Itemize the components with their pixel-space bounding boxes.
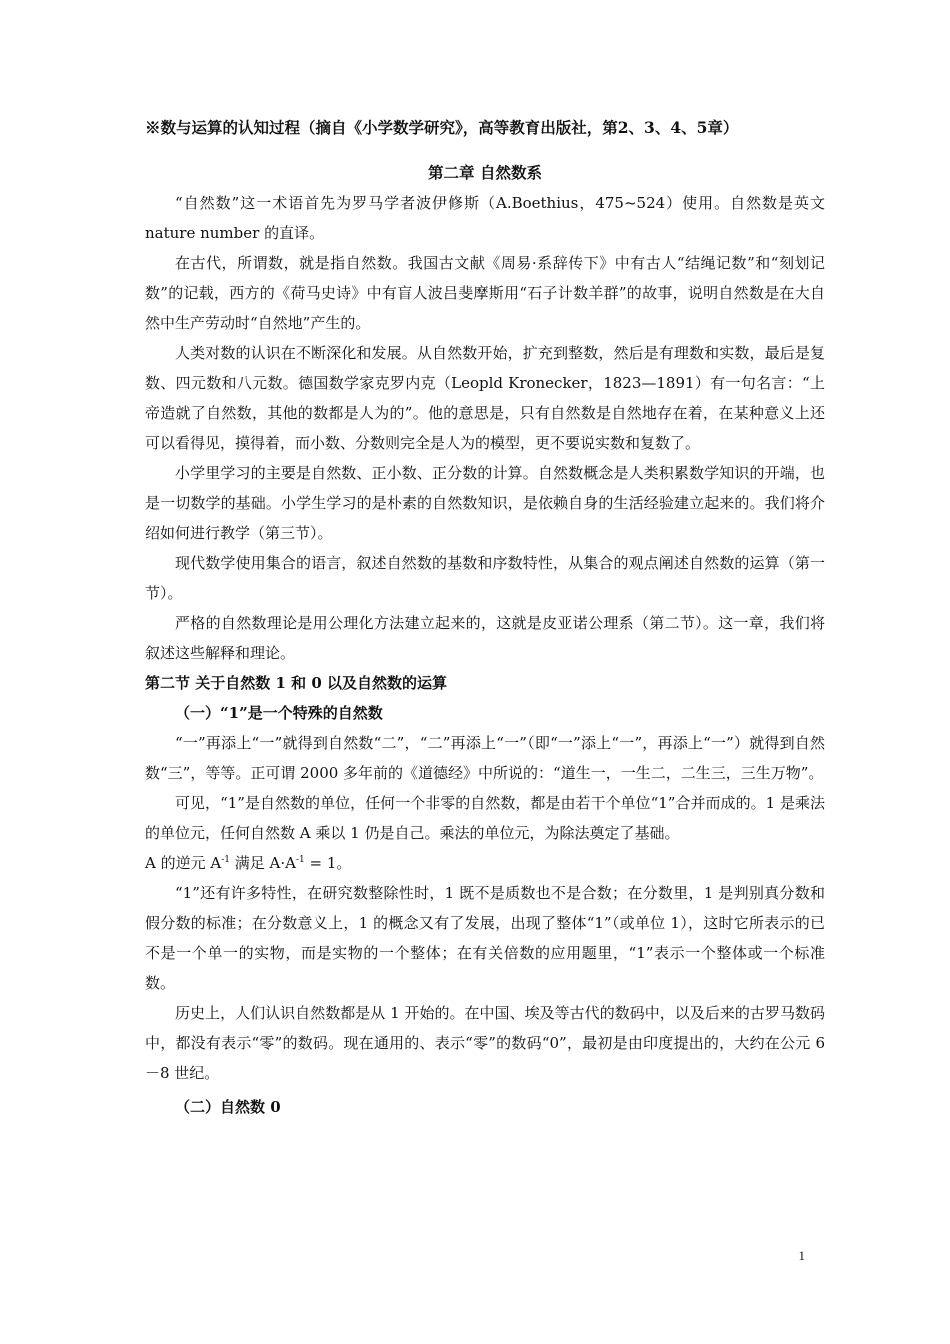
inverse-sup-2: -1 [295,855,305,865]
subsection-2-title: （二）自然数 0 [175,1098,281,1116]
subsection-1-paragraph-1: “一”再添上“一”就得到自然数“二”，“二”再添上“一”（即“一”添上“一”，再添上“一”）就得到自然数“三”，等等。正可谓 2000 多年前的《道德经》中所说的：“道生一，一生二，二生三，三生万物”。 [145,734,825,782]
document-page [145,108,825,1122]
subsection-1-paragraph-4: 历史上，人们认识自然数都是从 1 开始的。在中国、埃及等古代的数码中，以及后来的古罗马数码中，都没有表示“零”的数码。现在通用的、表示“零”的数码“0”，最初是由印度提出的，大约在公元 6－8 世纪。 [145,1004,825,1082]
intro-paragraph-2: 在古代，所谓数，就是指自然数。我国古文献《周易·系辞传下》中有古人“结绳记数”和“刻划记数”的记载，西方的《荷马史诗》中有盲人波吕斐摩斯用“石子计数羊群”的故事，说明自然数是在大自然中生产劳动时“自然地”产生的。 [145,254,825,332]
page-number: 1 [798,1248,805,1263]
inverse-suffix: = 1。 [304,854,352,872]
intro-paragraph-1: “自然数”这一术语首先为罗马学者波伊修斯（A.Boethius，475~524）使用。自然数是英文 nature number 的直译。 [145,194,825,242]
intro-paragraph-6: 严格的自然数理论是用公理化方法建立起来的，这就是皮亚诺公理系（第二节）。这一章，我们将叙述这些解释和理论。 [145,614,825,662]
subsection-1-paragraph-3: “1”还有许多特性，在研究数整除性时，1 既不是质数也不是合数；在分数里，1 是判别真分数和假分数的标准；在分数意义上，1 的概念又有了发展，出现了整体“1”（或单位 1），这时它所表示的已不是一个单一的实物，而是实物的一个整体；在有关倍数的应用题里，“1”表示一个整体或一个标准数。 [145,884,825,992]
intro-paragraph-5: 现代数学使用集合的语言，叙述自然数的基数和序数特性，从集合的观点阐述自然数的运算（第一节）。 [145,554,825,602]
chapter-title: 第二章 自然数系 [428,163,542,182]
section-title: 第二节 关于自然数 1 和 0 以及自然数的运算 [145,674,447,692]
inverse-prefix: A 的逆元 A [145,854,222,872]
intro-paragraph-4: 小学里学习的主要是自然数、正小数、正分数的计算。自然数概念是人类积累数学知识的开端，也是一切数学的基础。小学生学习的是朴素的自然数知识，是依赖自身的生活经验建立起来的。我们将介绍如何进行教学（第三节）。 [145,464,825,542]
inverse-element-line [145,848,825,878]
intro-paragraph-3: 人类对数的认识在不断深化和发展。从自然数开始，扩充到整数，然后是有理数和实数，最后是复数、四元数和八元数。德国数学家克罗内克（Leopld Kronecker，1823—1891）有一句名言：“上帝造就了自然数，其他的数都是人为的”。他的意思是，只有自然数是自然地存在着，在某种意义上还可以看得见，摸得着，而小数、分数则完全是人为的模型，更不要说实数和复数了。 [145,344,825,452]
subsection-1-paragraph-2: 可见，“1”是自然数的单位，任何一个非零的自然数，都是由若干个单位“1”合并而成的。1 是乘法的单位元，任何自然数 A 乘以 1 仍是自己。乘法的单位元，为除法奠定了基础。 [145,794,825,842]
document-header: ※数与运算的认知过程（摘自《小学数学研究》，高等教育出版社，第2、3、4、5章） [145,118,739,137]
inverse-middle: 满足 A·A [229,854,296,872]
inverse-sup-1: -1 [221,855,230,865]
subsection-1-title: （一）“1”是一个特殊的自然数 [175,704,383,722]
